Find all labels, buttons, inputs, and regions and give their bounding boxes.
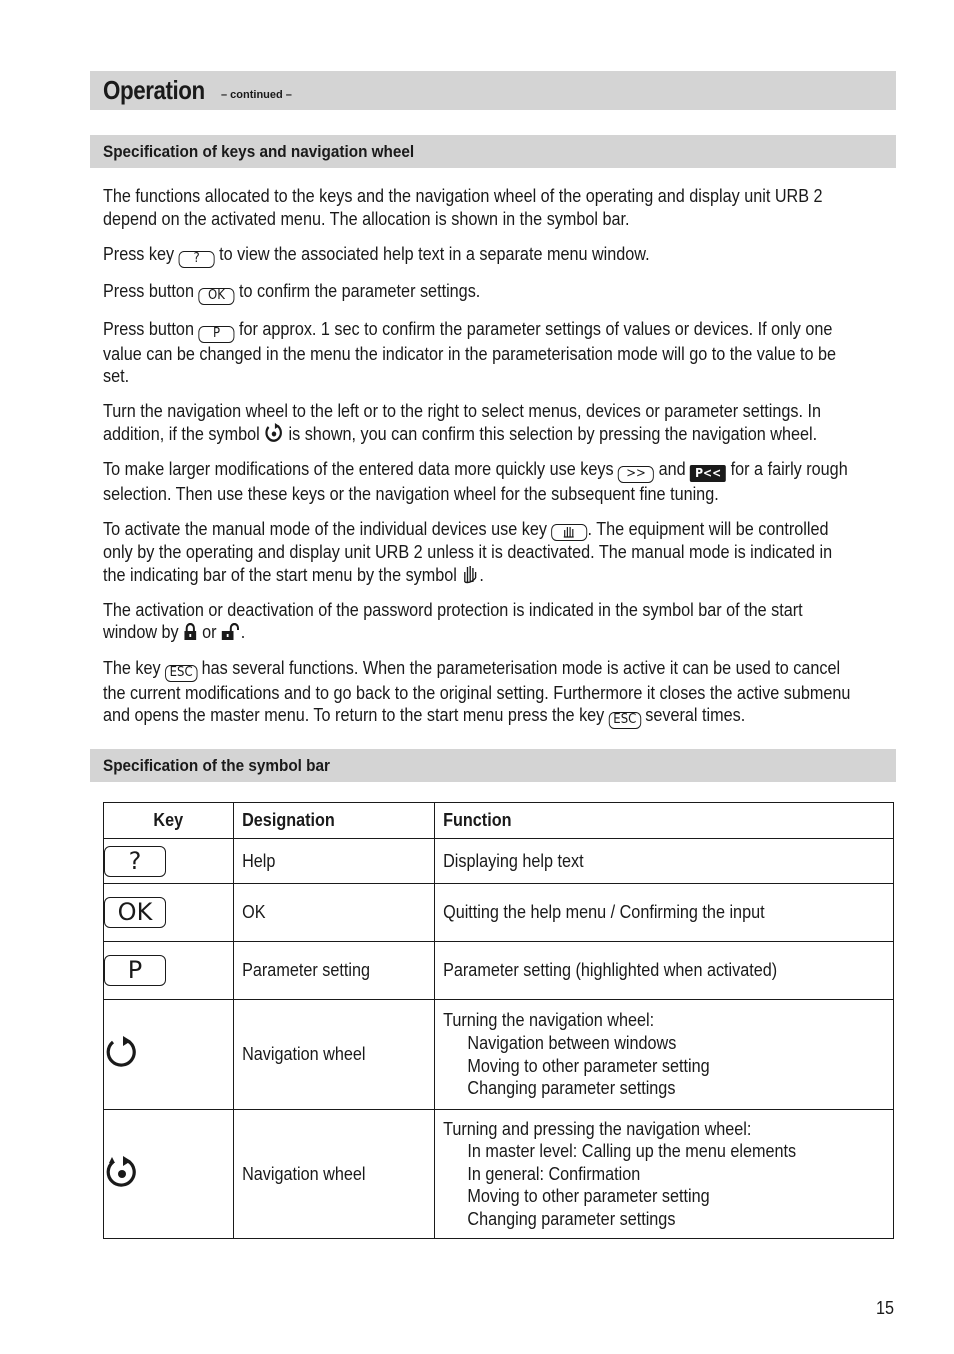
column-header-function: Function (435, 803, 894, 839)
navigation-wheel-press-icon (104, 1154, 140, 1190)
esc-key-icon: ESC (165, 665, 197, 682)
fast-back-key-icon: P<< (690, 465, 726, 482)
paragraph-1: The functions allocated to the keys and the navigation wheel of the operating and display unit URB 2 depend on the activated menu. The allocation is shown in the symbol bar. (103, 186, 823, 229)
hand-icon (461, 564, 479, 584)
table-row (104, 884, 894, 942)
paragraph-9: The key ESC has several functions. When the parameterisation mode is active it can be used to cancel the current modifications and to go back to the original setting. Furthermore it closes the active submenu and opens the master menu. To return to the start menu press the key ESC several times. (103, 657, 851, 728)
symbol-bar-table (103, 802, 894, 1239)
table-header-row (104, 803, 894, 839)
continued-label: – continued – (221, 89, 292, 101)
paragraph-8: The activation or deactivation of the password protection is indicated in the symbol bar of the start window by or . (103, 599, 803, 643)
designation-cell: Navigation wheel (241, 1163, 366, 1184)
fast-forward-key-icon: >> (618, 466, 654, 483)
designation-cell: Help (241, 850, 276, 871)
designation-cell: Navigation wheel (241, 1044, 366, 1064)
paragraph-3: Press button OK to confirm the parameter settings. (103, 281, 481, 304)
function-cell: Displaying help text (443, 850, 584, 871)
paragraph-7: To activate the manual mode of the individual devices use key . The equipment will be controlled only by the operating and display unit URB 2 unless it is deactivated. The manual mode is indicated in the indicating bar of the start menu by the symbol . (103, 519, 833, 585)
help-key-icon: ? (179, 251, 215, 268)
page-title: Operation (103, 75, 205, 105)
section-heading-symbol-bar: Specification of the symbol bar (90, 749, 896, 782)
designation-cell: Parameter setting (241, 960, 370, 980)
paragraph-5: Turn the navigation wheel to the left or to the right to select menus, devices or parameter settings. In addition, if the symbol is shown, you can confirm this selection by pressing the navigation wheel. (103, 401, 821, 444)
navigation-wheel-press-icon (264, 423, 284, 443)
navigation-wheel-turn-icon (104, 1034, 140, 1070)
lock-closed-icon (183, 623, 197, 641)
table-row (104, 1000, 894, 1110)
function-cell: Turning and pressing the navigation wheel: In master level: Calling up the menu elements In general: Confirmation Moving to other parameter setting Changing parameter settings (443, 1118, 797, 1229)
function-cell: Parameter setting (highlighted when activated) (443, 960, 778, 980)
help-key-icon: ? (104, 846, 166, 877)
designation-cell: OK (241, 902, 266, 922)
column-header-designation: Designation (233, 803, 435, 839)
paragraph-4: Press button P for approx. 1 sec to confirm the parameter settings of values or devices. If only one value can be changed in the menu the indicator in the parameterisation mode will go to the value to be set. (103, 318, 837, 387)
section-heading-keys: Specification of keys and navigation wheel (90, 135, 896, 168)
paragraph-6: To make larger modifications of the entered data more quickly use keys >> and P<< for a fairly rough selection. Then use these keys or the navigation wheel for the subsequent fine tuning. (103, 459, 848, 505)
table-row (104, 839, 894, 884)
paragraph-2: Press key ? to view the associated help text in a separate menu window. (103, 243, 650, 266)
page-header (90, 71, 896, 110)
p-key-icon: P (198, 326, 234, 343)
section-keys-body (103, 185, 859, 742)
lock-open-icon (221, 623, 241, 641)
table-row (104, 1110, 894, 1239)
esc-key-icon: ESC (609, 712, 641, 729)
table-row (104, 942, 894, 1000)
p-key-icon: P (104, 955, 166, 986)
function-cell: Quitting the help menu / Confirming the input (443, 902, 765, 922)
ok-key-icon: OK (104, 897, 166, 928)
column-header-key: Key (104, 803, 234, 839)
function-cell: Turning the navigation wheel: Navigation between windows Moving to other parameter setting Changing parameter settings (443, 1010, 710, 1099)
ok-key-icon: OK (198, 288, 234, 305)
manual-mode-key-icon (551, 524, 587, 541)
page-number: 15 (876, 1298, 895, 1318)
